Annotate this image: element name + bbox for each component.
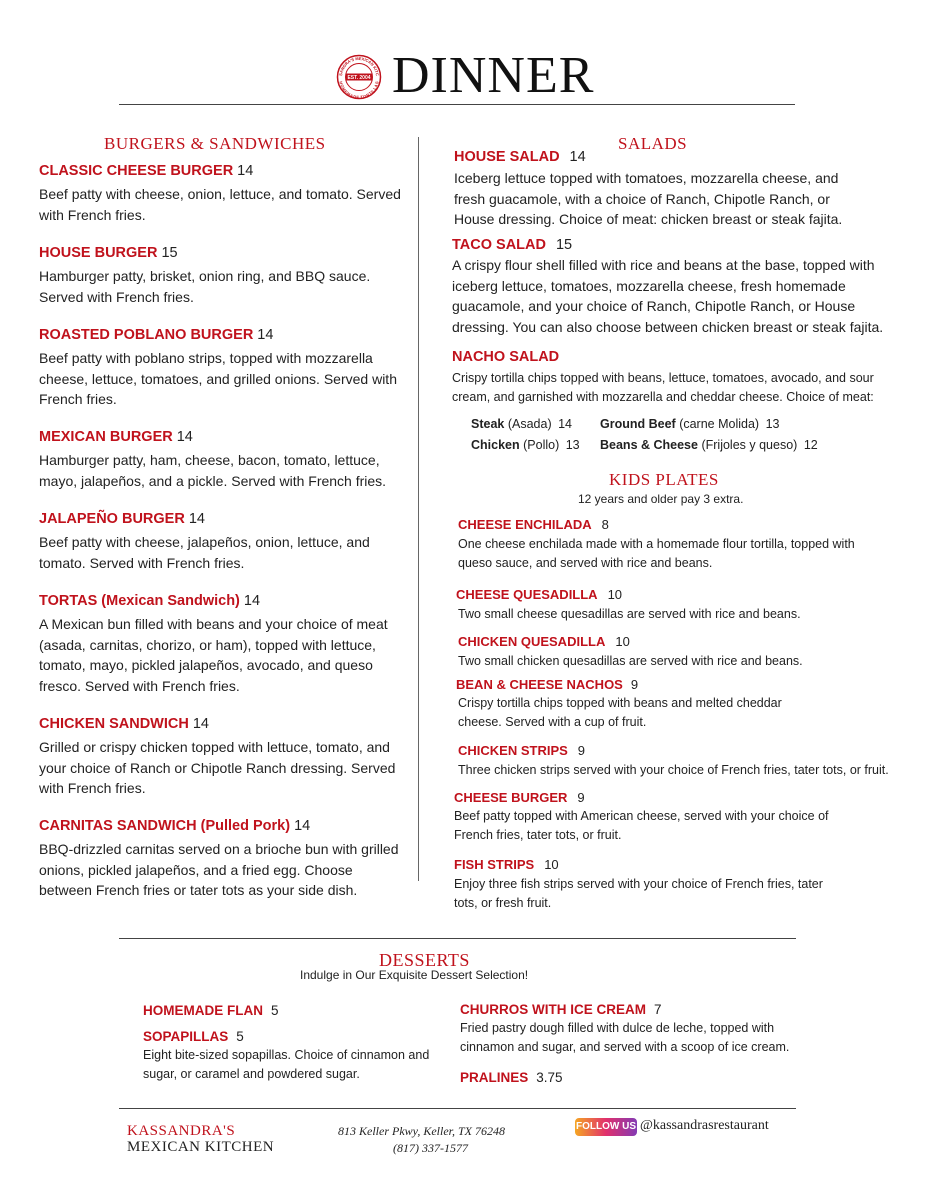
svg-text:KASSANDRA'S MEXICAN KITCHEN	[336, 54, 380, 76]
menu-item	[458, 633, 908, 671]
item-name: CHICKEN SANDWICH	[39, 716, 189, 732]
item-description: Crispy tortilla chips topped with beans and melted cheddar cheese. Served with a cup of fruit.	[458, 696, 782, 729]
meat-option-note: (Asada)	[507, 417, 552, 431]
item-description: A Mexican bun filled with beans and your choice of meat (asada, carnitas, chorizo, or ham), topped with lettuce, tomato, mayo, pickled jalapeños, avocado, and queso fresco. Served with French fries.	[39, 616, 388, 694]
item-name: FISH STRIPS	[454, 857, 535, 872]
meat-option	[471, 438, 580, 452]
desserts-divider	[119, 938, 796, 939]
page-title: DINNER	[392, 47, 595, 104]
menu-item	[454, 789, 834, 845]
footer-brand-line2: MEXICAN KITCHEN	[127, 1139, 275, 1155]
meat-option	[600, 438, 818, 452]
meat-option-note: (carne Molida)	[679, 417, 760, 431]
item-name: PRALINES	[460, 1070, 529, 1085]
item-name: SOPAPILLAS	[143, 1029, 229, 1044]
item-price: 3.75	[536, 1070, 563, 1085]
meat-option	[471, 417, 572, 431]
follow-us-badge[interactable]: FOLLOW US	[575, 1118, 637, 1136]
item-price: 8	[601, 517, 609, 532]
item-description: Iceberg lettuce topped with tomatoes, mozzarella cheese, and fresh guacamole, with a choice of Ranch, Chipotle Ranch, or House dressing. Choice of meat: chicken breast or steak fajita.	[454, 170, 843, 227]
item-name: BEAN & CHEESE NACHOS	[456, 677, 623, 692]
item-description: Hamburger patty, ham, cheese, bacon, tomato, lettuce, mayo, jalapeños, and a pickle. Served with French fries.	[39, 452, 387, 489]
item-name: HOUSE BURGER	[39, 245, 158, 261]
item-description: Beef patty topped with American cheese, served with your choice of French fries, tater tots, or fruit.	[454, 809, 829, 842]
footer-brand-line1: KASSANDRA'S	[127, 1123, 236, 1139]
item-price: 14	[192, 716, 209, 732]
item-price: 14	[243, 593, 261, 609]
menu-item	[454, 856, 826, 913]
menu-item	[460, 1001, 800, 1057]
item-description: Two small chicken quesadillas are served with rice and beans.	[458, 654, 803, 668]
item-price: 14	[176, 429, 193, 445]
kids-subtitle: 12 years and older pay 3 extra.	[578, 492, 744, 506]
item-name: CLASSIC CHEESE BURGER	[39, 163, 234, 179]
item-name: TORTAS (Mexican Sandwich)	[39, 593, 240, 609]
menu-item	[460, 1069, 563, 1087]
menu-item	[39, 510, 409, 573]
menu-item	[39, 715, 409, 799]
item-name: HOMEMADE FLAN	[143, 1003, 263, 1018]
meat-option-price: 13	[765, 417, 780, 431]
menu-item	[39, 162, 409, 225]
logo-ring-bottom-text: HOMEMADE TORTILLAS	[338, 80, 380, 100]
item-price: 5	[236, 1029, 244, 1044]
footer-divider	[119, 1108, 796, 1109]
item-price: 7	[654, 1002, 662, 1017]
item-name: CHEESE ENCHILADA	[458, 517, 592, 532]
item-name: HOUSE SALAD	[454, 149, 560, 165]
item-price: 9	[630, 677, 639, 692]
item-price: 14	[237, 163, 254, 179]
item-name: JALAPEÑO BURGER	[39, 511, 185, 527]
section-title-desserts: DESSERTS	[379, 950, 470, 970]
meat-option-price: 12	[803, 438, 818, 452]
menu-item	[456, 586, 906, 624]
item-name: CARNITAS SANDWICH (Pulled Pork)	[39, 818, 291, 834]
item-description: Grilled or crispy chicken topped with lettuce, tomato, and your choice of Ranch or Chipotle Ranch dressing. Served with French fries.	[39, 739, 396, 796]
item-name: CHEESE QUESADILLA	[456, 587, 598, 602]
item-price: 10	[607, 587, 623, 602]
item-name: CHEESE BURGER	[454, 790, 568, 805]
item-description: Three chicken strips served with your choice of French fries, tater tots, or fruit.	[458, 763, 889, 777]
item-description: Enjoy three fish strips served with your choice of French fries, tater tots, or fresh fruit.	[454, 877, 823, 910]
desserts-subtitle: Indulge in Our Exquisite Dessert Selection!	[300, 968, 529, 982]
instagram-handle[interactable]: @kassandrasrestaurant	[640, 1118, 769, 1133]
item-description: Beef patty with poblano strips, topped with mozzarella cheese, lettuce, tomatoes, and grilled onions. Served with French fries.	[39, 350, 397, 407]
footer-phone: (817) 337-1577	[393, 1141, 468, 1155]
menu-item	[452, 348, 882, 407]
item-name: ROASTED POBLANO BURGER	[39, 327, 254, 343]
item-description: Hamburger patty, brisket, onion ring, and BBQ sauce. Served with French fries.	[39, 268, 371, 305]
menu-item	[452, 236, 884, 337]
meat-option-label: Chicken	[471, 438, 520, 452]
meat-option-price: 14	[558, 417, 573, 431]
item-price: 9	[577, 790, 585, 805]
item-name: CHICKEN QUESADILLA	[458, 634, 606, 649]
header-divider	[119, 104, 795, 105]
item-description: A crispy flour shell filled with rice and beans at the base, topped with iceberg lettuce, tomatoes, mozzarella cheese, fresh homemade guacamole, and your choice of Ranch, Chipotle Ranch, or House dressing. You can also choose between chicken breast or steak fajita.	[452, 257, 884, 335]
item-price: 14	[188, 511, 205, 527]
meat-option	[600, 417, 779, 431]
item-description: Fried pastry dough filled with dulce de leche, topped with cinnamon and sugar, and served with a scoop of ice cream.	[460, 1021, 790, 1054]
menu-item	[39, 817, 409, 901]
item-description: Beef patty with cheese, jalapeños, onion, lettuce, and tomato. Served with French fries.	[39, 534, 370, 571]
menu-item	[39, 428, 409, 491]
section-title-kids: KIDS PLATES	[609, 470, 719, 489]
item-price: 14	[294, 818, 311, 834]
item-description: One cheese enchilada made with a homemade flour tortilla, topped with queso sauce, and served with rice and beans.	[458, 537, 855, 570]
item-price: 10	[544, 857, 559, 872]
item-price: 15	[555, 237, 573, 253]
item-price: 9	[577, 743, 586, 758]
item-description: Eight bite-sized sopapillas. Choice of cinnamon and sugar, or caramel and powdered sugar.	[143, 1048, 430, 1081]
item-price: 15	[161, 245, 178, 261]
section-title-burgers: BURGERS & SANDWICHES	[104, 134, 326, 153]
menu-item	[39, 326, 409, 410]
item-price: 10	[615, 634, 630, 649]
meat-option-label: Beans & Cheese	[600, 438, 698, 452]
restaurant-logo	[336, 54, 382, 100]
logo-ring-top-text: SANDRA'S MEXICAN KITC	[338, 55, 380, 77]
section-title-salads: SALADS	[618, 134, 688, 153]
meat-option-label: Steak	[471, 417, 505, 431]
meat-option-label: Ground Beef	[600, 417, 676, 431]
menu-item	[39, 592, 409, 696]
item-name: MEXICAN BURGER	[39, 429, 173, 445]
menu-item	[39, 244, 409, 307]
menu-item	[458, 516, 868, 573]
item-description: Two small cheese quesadillas are served with rice and beans.	[458, 607, 801, 621]
item-name: CHICKEN STRIPS	[458, 743, 568, 758]
item-name: CHURROS WITH ICE CREAM	[460, 1002, 646, 1017]
logo-est-text: EST. 2004	[347, 75, 371, 81]
footer-address: 813 Keller Pkwy, Keller, TX 76248	[338, 1124, 505, 1138]
item-description: BBQ-drizzled carnitas served on a brioche bun with grilled onions, pickled jalapeños, and a fried egg. Choose between French fries or tater tots as your side dish.	[39, 841, 399, 898]
item-description: Crispy tortilla chips topped with beans, lettuce, tomatoes, avocado, and sour cream, and garnished with mozzarella and cheddar cheese. Choice of meat:	[452, 371, 874, 404]
item-description: Beef patty with cheese, onion, lettuce, and tomato. Served with French fries.	[39, 186, 401, 223]
menu-item	[458, 742, 908, 780]
meat-option-price: 13	[565, 438, 580, 452]
menu-item	[143, 1002, 279, 1020]
meat-option-note: (Pollo)	[523, 438, 560, 452]
menu-item	[456, 676, 796, 732]
item-name: TACO SALAD	[452, 237, 546, 253]
item-price: 14	[257, 327, 274, 343]
column-divider	[418, 137, 419, 881]
item-price: 14	[569, 149, 586, 165]
menu-item	[454, 148, 844, 230]
meat-option-note: (Frijoles y queso)	[701, 438, 798, 452]
item-name: NACHO SALAD	[452, 349, 560, 365]
item-price: 5	[271, 1003, 279, 1018]
menu-item	[143, 1028, 443, 1084]
